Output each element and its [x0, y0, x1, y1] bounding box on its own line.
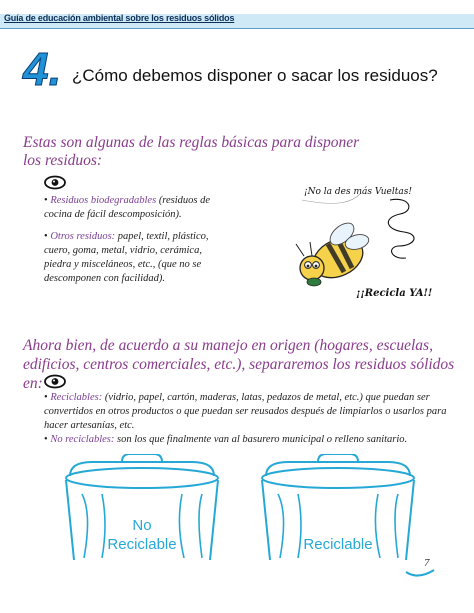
section-number: 4. — [23, 43, 62, 95]
trash-bin-icon — [52, 454, 232, 562]
type-item — [44, 433, 454, 447]
bin-label-line2: Reciclable — [303, 536, 373, 553]
bullet-dot: • — [44, 392, 51, 403]
eye-icon — [44, 175, 66, 190]
header-title: Guía de educación ambiental sobre los residuos sólidos — [4, 13, 235, 23]
rule-term: Residuos biodegradables — [50, 195, 157, 206]
rule-item — [44, 194, 219, 222]
rule-term: Otros residuos: — [50, 231, 116, 242]
bee-body — [296, 219, 370, 286]
rule-desc: papel, textil, plástico, cuero, goma, metal, vidrio, cerámica, piedra y misceláneos, etc., (que no se descomponen con facilidad). — [44, 231, 209, 284]
bullet-dot: • — [44, 231, 51, 242]
rule-item — [44, 230, 219, 286]
intro-rules: Estas son algunas de las reglas básicas para disponer los residuos: — [23, 134, 360, 169]
bullet-dot: • — [44, 195, 51, 206]
eye-icon — [44, 374, 66, 389]
rule-desc: (residuos de cocina de fácil descomposición). — [44, 195, 211, 220]
type-desc: (vidrio, papel, cartón, maderas, latas, pedazos de metal, etc.) que puedan ser convertidos en otros productos o que puedan ser reusados después de limpiarlos o usarlos para hacer artesanías, etc. — [44, 392, 447, 431]
type-term: No reciclables: — [50, 434, 115, 445]
page-swoosh-icon — [404, 566, 438, 580]
types-list — [44, 391, 454, 447]
intro-separate: Ahora bien, de acuerdo a su manejo en origen (hogares, escuelas, edificios, centros comerciales, etc.), separaremos los residuos sólidos en: — [23, 337, 455, 392]
bullet-dot: • — [44, 434, 51, 445]
bin-label-line1: No — [132, 517, 152, 534]
page-number: 7 — [424, 557, 430, 569]
type-desc: son los que finalmente van al basurero municipal o relleno sanitario. — [114, 434, 408, 445]
type-term: Reciclables: — [50, 392, 103, 403]
header-rule — [0, 28, 474, 29]
trash-bin-icon — [248, 454, 428, 562]
speech-text: ¡No la des más Vueltas! — [304, 187, 412, 197]
bee-illustration — [282, 172, 452, 302]
section-title: ¿Cómo debemos disponer o sacar los residuos? — [72, 66, 438, 85]
rules-list — [44, 194, 219, 294]
slogan-text: ¡¡Recicla YA!! — [356, 288, 433, 299]
type-item — [44, 391, 454, 433]
bin-label-line2: Reciclable — [107, 536, 177, 553]
